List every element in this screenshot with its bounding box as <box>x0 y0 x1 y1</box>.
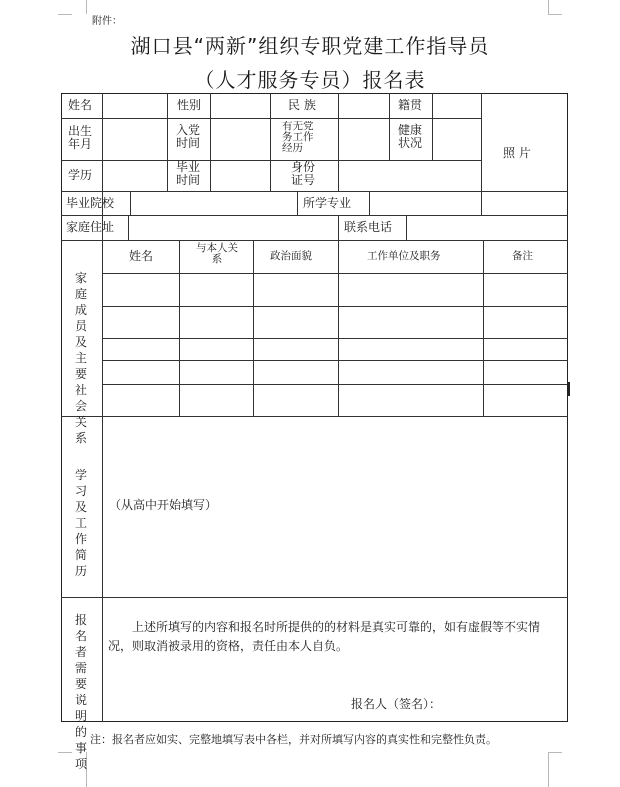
resume-hint: （从高中开始填写） <box>109 498 218 512</box>
label-party-experience <box>282 121 314 159</box>
family-section-label: 家庭成员及主要社会关系 <box>74 271 87 445</box>
footer-note: 注：报名者应如实、完整地填写表中各栏，并对所填写内容的真实性和完整性负责。 <box>90 733 497 746</box>
label-join-party-line1: 入党 <box>176 123 201 137</box>
declaration-text: 上述所填写的内容和报名时所提供的的材料是真实可靠的，如有虚假等不实情况，则取消被录用的资格，责任由本人自负。 <box>108 620 541 653</box>
grid-line <box>483 240 484 416</box>
grid-line <box>102 306 568 307</box>
grid-line <box>102 273 568 274</box>
label-major: 所学专业 <box>303 196 352 210</box>
page-title: 湖口县“两新”组织专职党建工作指导员 <box>130 34 490 58</box>
grid-line <box>102 338 568 339</box>
attachment-label: 附件： <box>92 16 122 27</box>
col-remark: 备注 <box>512 250 533 262</box>
crop-mark <box>58 14 72 15</box>
page-subtitle: （人才服务专员）报名表 <box>194 68 426 92</box>
label-health-line2: 状况 <box>398 136 423 150</box>
grid-line <box>102 360 568 361</box>
label-party-exp-line2: 务工作 <box>282 131 314 143</box>
label-party-exp-line3: 经历 <box>282 142 303 154</box>
grid-line <box>130 191 131 215</box>
grid-line <box>369 191 370 215</box>
label-birth-line2: 年月 <box>68 137 93 151</box>
grid-line <box>432 93 433 160</box>
grid-line <box>61 416 568 417</box>
label-graduation-line1: 毕业 <box>176 160 201 174</box>
col-work-unit: 工作单位及职务 <box>367 250 441 262</box>
grid-line <box>179 240 180 416</box>
crop-mark <box>548 752 562 753</box>
label-gender: 性别 <box>177 98 202 112</box>
col-relation-line1: 与本人关 <box>196 242 238 254</box>
crop-mark <box>548 14 562 15</box>
col-relation-line2: 系 <box>211 253 223 265</box>
grid-line <box>481 93 482 215</box>
grid-line <box>338 240 339 416</box>
signature-label: 报名人（签名）： <box>351 697 442 711</box>
crop-mark <box>548 752 563 787</box>
label-native-place: 籍贯 <box>398 98 423 112</box>
grid-line <box>338 93 339 191</box>
grid-line <box>167 93 168 191</box>
label-address: 家庭住址 <box>66 220 115 234</box>
label-health-line1: 健康 <box>398 123 423 137</box>
grid-line <box>406 215 407 240</box>
label-id-line2: 证号 <box>291 173 316 187</box>
label-graduation-time <box>176 161 200 187</box>
label-graduation-line2: 时间 <box>176 173 201 187</box>
col-family-relation <box>191 243 243 265</box>
label-birth-line1: 出生 <box>68 124 93 138</box>
label-health <box>398 124 422 150</box>
grid-line <box>297 191 298 215</box>
resume-section-label: 学习及工作简历 <box>74 468 87 578</box>
label-ethnicity: 民 族 <box>288 98 316 112</box>
grid-line <box>61 160 481 161</box>
col-political-status: 政治面貌 <box>270 250 312 262</box>
grid-line <box>61 597 568 598</box>
label-school: 毕业院校 <box>66 196 115 210</box>
grid-line <box>270 93 271 191</box>
label-join-party <box>176 124 200 150</box>
declaration-section-label: 报名者需要说明的事项 <box>74 613 87 771</box>
crop-mark <box>58 752 72 753</box>
grid-line <box>102 93 103 722</box>
grid-line <box>61 191 568 192</box>
grid-line <box>61 240 568 241</box>
crop-mark <box>72 0 87 14</box>
label-birth <box>68 125 92 151</box>
crop-mark <box>548 0 563 14</box>
grid-line <box>128 215 129 240</box>
label-join-party-line2: 时间 <box>176 136 201 150</box>
col-family-name: 姓名 <box>129 249 154 263</box>
label-education: 学历 <box>68 168 93 182</box>
grid-line <box>210 93 211 191</box>
label-name: 姓名 <box>68 98 93 112</box>
grid-line <box>389 93 390 160</box>
table-edge-mark <box>567 382 570 396</box>
grid-line <box>102 384 568 385</box>
label-phone: 联系电话 <box>344 220 393 234</box>
label-party-exp-line1: 有无党 <box>282 121 314 132</box>
label-photo: 照 片 <box>503 146 531 160</box>
label-id-number <box>291 161 315 187</box>
grid-line <box>61 215 568 216</box>
label-id-line1: 身份 <box>291 160 316 174</box>
grid-line <box>61 118 481 119</box>
grid-line <box>338 215 339 240</box>
grid-line <box>253 240 254 416</box>
